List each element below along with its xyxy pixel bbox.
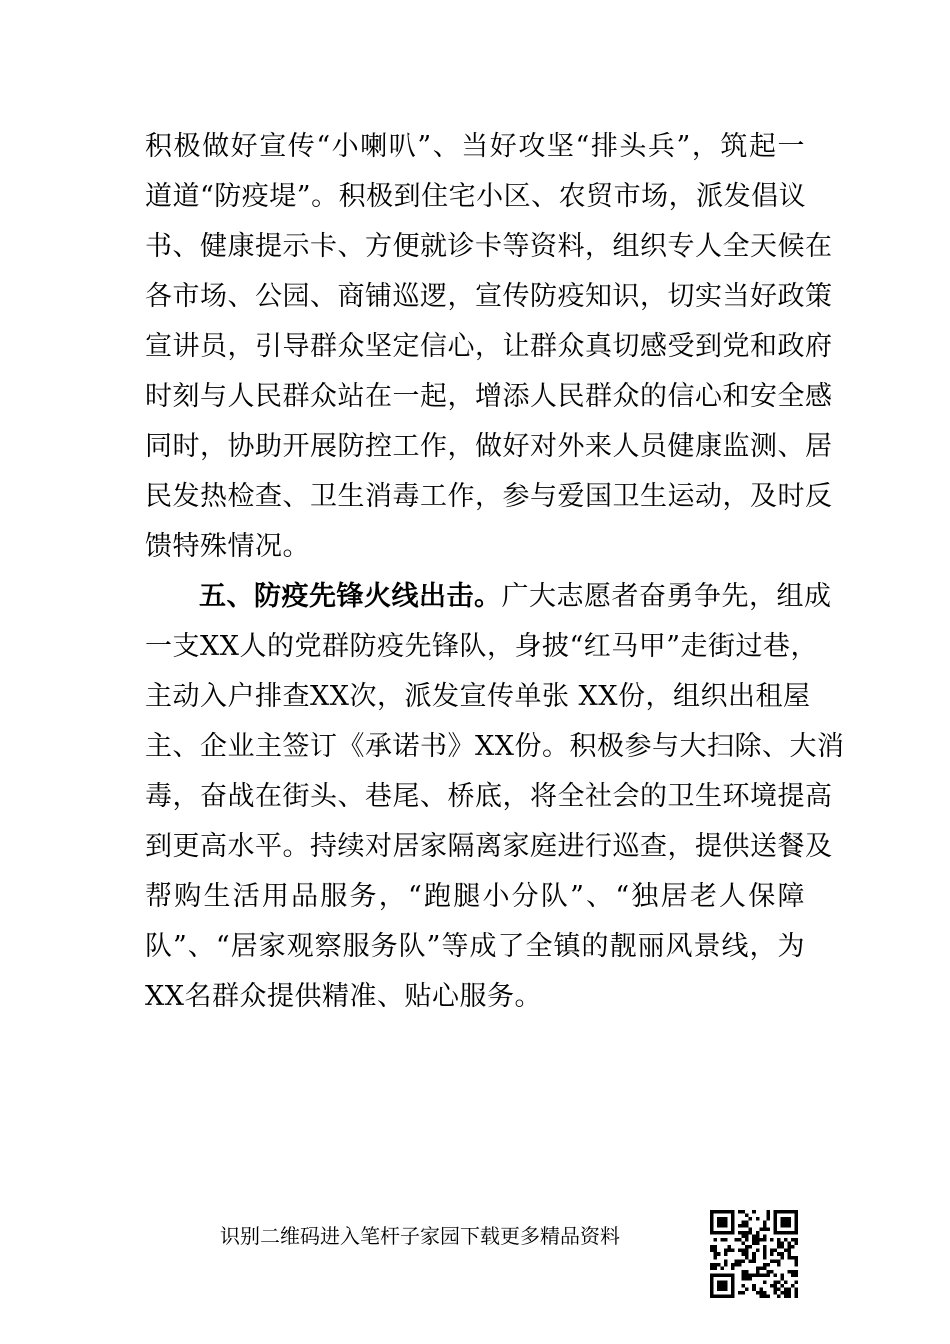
paragraph-2 xyxy=(145,572,845,1022)
paragraph-line-rest: 广大志愿者奋勇争先，组成 xyxy=(501,581,832,612)
paragraph-line: 馈特殊情况。 xyxy=(145,531,310,562)
paragraph-line: 一支XX人的党群防疫先锋队，身披“红马甲”走街过巷， xyxy=(145,631,819,662)
qr-code-icon[interactable] xyxy=(710,1210,798,1298)
paragraph-line: 各市场、公园、商铺巡逻，宣传防疫知识，切实当好政策 xyxy=(145,281,833,312)
paragraph-line: 主动入户排查XX次，派发宣传单张 XX份，组织出租屋 xyxy=(145,681,811,712)
paragraph-line: 宣讲员，引导群众坚定信心，让群众真切感受到党和政府 xyxy=(145,331,833,362)
paragraph-line: 民发热检查、卫生消毒工作，参与爱国卫生运动，及时反 xyxy=(145,481,833,512)
paragraph-line: 到更高水平。持续对居家隔离家庭进行巡查，提供送餐及 xyxy=(145,831,833,862)
paragraph-1 xyxy=(145,122,833,572)
paragraph-line: 书、健康提示卡、方便就诊卡等资料，组织专人全天候在 xyxy=(145,231,833,262)
paragraph-line: 队”、“居家观察服务队”等成了全镇的靓丽风景线，为 xyxy=(145,931,805,962)
paragraph-line: XX名群众提供精准、贴心服务。 xyxy=(145,981,542,1012)
paragraph-line: 道道“防疫堤”。积极到住宅小区、农贸市场，派发倡议 xyxy=(145,181,807,212)
paragraph-line: 同时，协助开展防控工作，做好对外来人员健康监测、居 xyxy=(145,431,833,462)
footer-caption: 识别二维码进入笔杆子家园下载更多精品资料 xyxy=(220,1224,620,1248)
paragraph-line: 主、企业主签订《承诺书》XX份。积极参与大扫除、大消 xyxy=(145,731,845,762)
paragraph-line: 积极做好宣传“小喇叭”、当好攻坚“排头兵”，筑起一 xyxy=(145,131,805,162)
section-heading: 五、防疫先锋火线出击。 xyxy=(199,581,502,612)
document-body xyxy=(145,122,845,1022)
paragraph-line: 时刻与人民群众站在一起，增添人民群众的信心和安全感 xyxy=(145,381,833,412)
paragraph-first-line xyxy=(145,572,832,622)
paragraph-line: 帮购生活用品服务，“跑腿小分队”、“独居老人保障 xyxy=(145,881,805,912)
paragraph-line: 毒，奋战在街头、巷尾、桥底，将全社会的卫生环境提高 xyxy=(145,781,833,812)
